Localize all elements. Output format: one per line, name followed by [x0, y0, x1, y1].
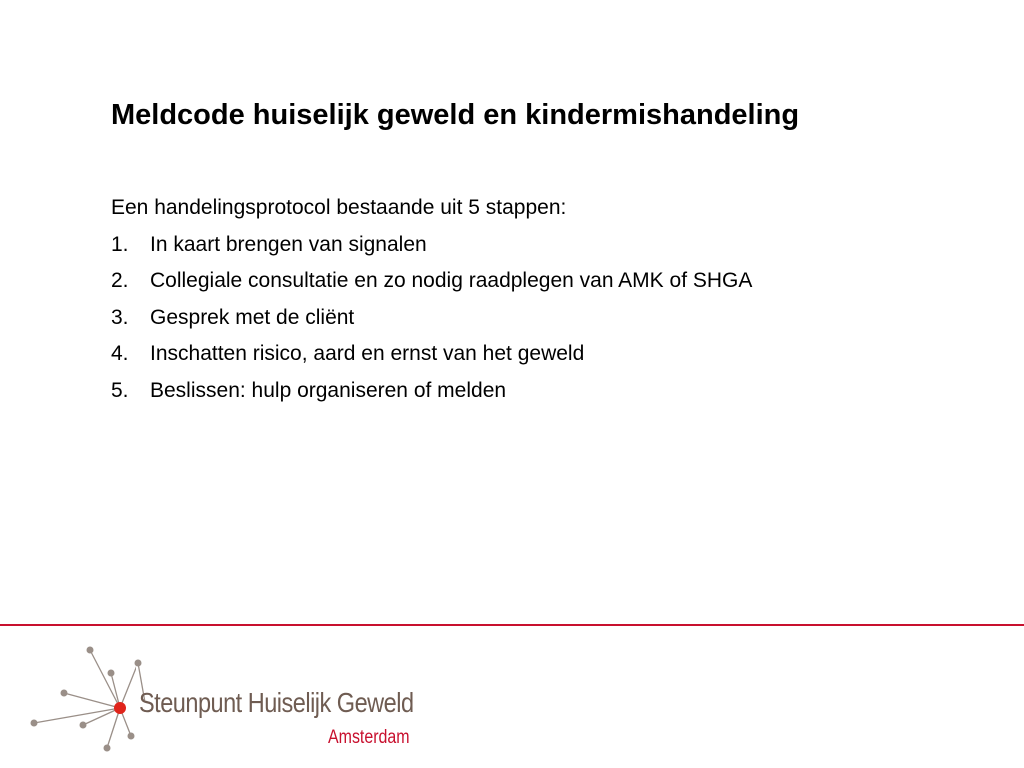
list-item: [111, 373, 971, 410]
step-number: 5.: [111, 378, 129, 402]
step-number: 2.: [111, 269, 129, 292]
step-text: Inschatten risico, aard en ernst van het geweld: [150, 342, 585, 365]
organization-logo: [26, 640, 426, 765]
slide-body: [111, 190, 971, 409]
steps-list: [111, 227, 971, 410]
step-text: Beslissen: hulp organiseren of melden: [150, 378, 507, 402]
step-number: 4.: [111, 342, 129, 365]
list-item: [111, 336, 971, 373]
list-item: [111, 227, 971, 264]
step-number: 3.: [111, 305, 129, 329]
list-item: [111, 300, 971, 337]
network-star-logo-icon: [26, 640, 136, 765]
step-number: 1.: [111, 232, 129, 256]
step-text: In kaart brengen van signalen: [150, 232, 427, 256]
step-text: Collegiale consultatie en zo nodig raadplegen van AMK of SHGA: [150, 269, 753, 292]
intro-text: Een handelingsprotocol bestaande uit 5 stappen:: [111, 196, 567, 219]
logo-city: Amsterdam: [328, 727, 410, 748]
footer-divider: [0, 624, 1024, 626]
slide-title: Meldcode huiselijk geweld en kindermishandeling: [111, 99, 800, 131]
step-text: Gesprek met de cliënt: [150, 305, 355, 329]
logo-name: Steunpunt Huiselijk Geweld: [139, 687, 414, 718]
list-item: [111, 263, 971, 300]
